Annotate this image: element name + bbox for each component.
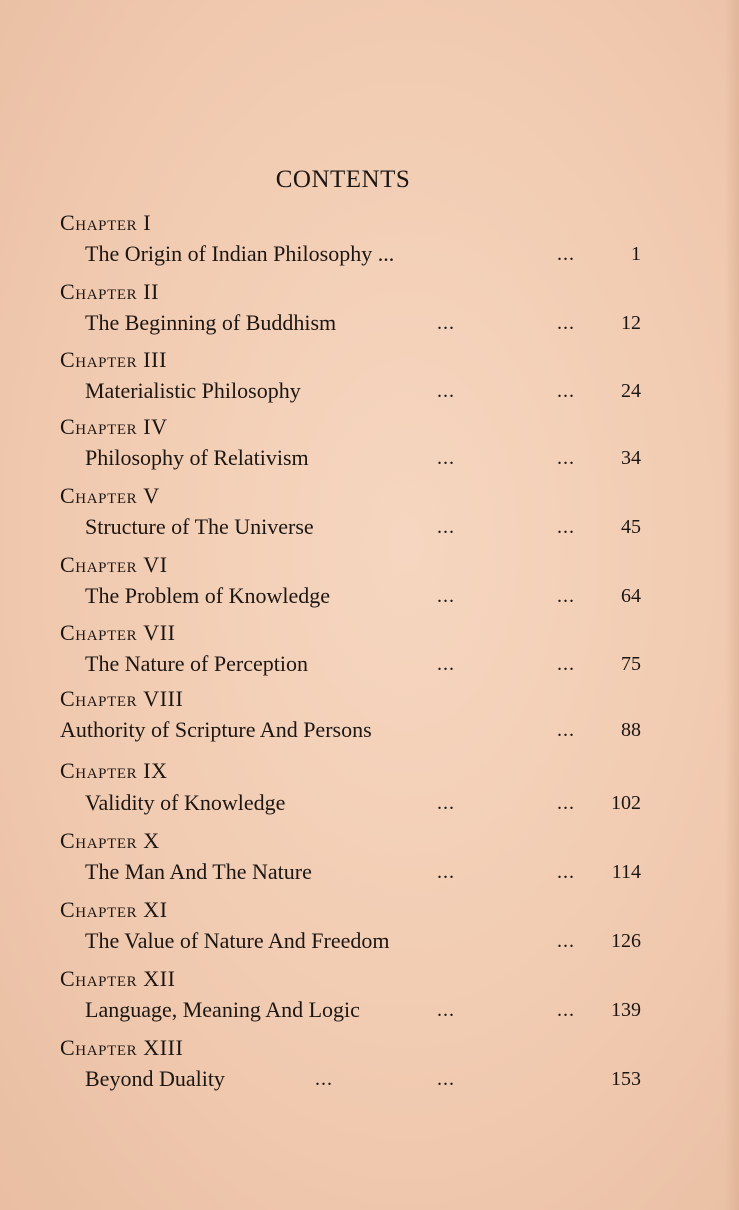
- chapter-number: XI: [143, 897, 168, 922]
- page-number-5[interactable]: 45: [621, 516, 641, 538]
- chapter-number: V: [143, 483, 160, 508]
- leader-dots: ...: [557, 861, 575, 883]
- leader-dots: ...: [557, 792, 575, 814]
- chapter-word: Chapter: [60, 279, 138, 304]
- chapter-number: IV: [143, 414, 168, 439]
- chapter-heading-5: [60, 483, 160, 509]
- page-number-13[interactable]: 153: [611, 1068, 641, 1090]
- chapter-title-1[interactable]: The Origin of Indian Philosophy ...: [85, 241, 395, 266]
- leader-dots: ...: [557, 516, 575, 538]
- chapter-word: Chapter: [60, 414, 138, 439]
- chapter-heading-1: [60, 210, 151, 236]
- chapter-heading-9: [60, 758, 168, 784]
- leader-dots: ...: [557, 999, 575, 1021]
- chapter-title-9[interactable]: Validity of Knowledge: [85, 790, 286, 815]
- leader-dots: ...: [557, 585, 575, 607]
- chapter-number: VIII: [143, 686, 184, 711]
- chapter-number: I: [143, 210, 152, 235]
- chapter-title-5[interactable]: Structure of The Universe: [85, 514, 314, 539]
- chapter-title-3[interactable]: Materialistic Philosophy: [85, 378, 301, 403]
- chapter-word: Chapter: [60, 966, 138, 991]
- page-number-1[interactable]: 1: [631, 243, 641, 265]
- page-number-6[interactable]: 64: [621, 585, 641, 607]
- chapter-title-7[interactable]: The Nature of Perception: [85, 651, 308, 676]
- chapter-heading-2: [60, 279, 159, 305]
- chapter-title-2[interactable]: The Beginning of Buddhism: [85, 310, 337, 335]
- chapter-heading-6: [60, 552, 168, 578]
- chapter-heading-12: [60, 966, 176, 992]
- leader-dots: ...: [437, 999, 455, 1021]
- chapter-heading-10: [60, 828, 160, 854]
- leader-dots: ...: [557, 380, 575, 402]
- chapter-title-8[interactable]: Authority of Scripture And Persons: [60, 717, 372, 742]
- leader-dots: ...: [437, 516, 455, 538]
- chapter-word: Chapter: [60, 686, 138, 711]
- page-number-12[interactable]: 139: [611, 999, 641, 1021]
- chapter-word: Chapter: [60, 897, 138, 922]
- leader-dots: ...: [557, 447, 575, 469]
- chapter-title-12[interactable]: Language, Meaning And Logic: [85, 997, 360, 1022]
- leader-dots: ...: [315, 1068, 333, 1090]
- leader-dots: ...: [557, 312, 575, 334]
- chapter-heading-8: [60, 686, 184, 712]
- chapter-number: IX: [143, 758, 168, 783]
- chapter-number: III: [143, 347, 167, 372]
- chapter-number: XIII: [143, 1035, 184, 1060]
- chapter-word: Chapter: [60, 210, 138, 235]
- chapter-word: Chapter: [60, 1035, 138, 1060]
- chapter-word: Chapter: [60, 552, 138, 577]
- leader-dots: ...: [557, 243, 575, 265]
- chapter-title-10[interactable]: The Man And The Nature: [85, 859, 312, 884]
- leader-dots: ...: [437, 585, 455, 607]
- chapter-number: X: [143, 828, 160, 853]
- page-number-3[interactable]: 24: [621, 380, 641, 402]
- chapter-word: Chapter: [60, 347, 138, 372]
- page-number-4[interactable]: 34: [621, 447, 641, 469]
- chapter-heading-4: [60, 414, 168, 440]
- page-edge-shadow: [725, 0, 739, 1210]
- chapter-heading-7: [60, 620, 176, 646]
- chapter-title-13[interactable]: Beyond Duality: [85, 1066, 225, 1091]
- chapter-number: II: [143, 279, 160, 304]
- leader-dots: ...: [437, 312, 455, 334]
- chapter-word: Chapter: [60, 828, 138, 853]
- page-number-11[interactable]: 126: [611, 930, 641, 952]
- chapter-number: VI: [143, 552, 168, 577]
- chapter-word: Chapter: [60, 620, 138, 645]
- leader-dots: ...: [437, 653, 455, 675]
- contents-heading: CONTENTS: [275, 166, 411, 193]
- chapter-title-11[interactable]: The Value of Nature And Freedom: [85, 928, 390, 953]
- leader-dots: ...: [437, 447, 455, 469]
- leader-dots: ...: [437, 861, 455, 883]
- leader-dots: ...: [557, 653, 575, 675]
- leader-dots: ...: [557, 719, 575, 741]
- leader-dots: ...: [437, 1068, 455, 1090]
- page-number-9[interactable]: 102: [611, 792, 641, 814]
- page-number-8[interactable]: 88: [621, 719, 641, 741]
- leader-dots: ...: [557, 930, 575, 952]
- chapter-word: Chapter: [60, 758, 138, 783]
- page-number-10[interactable]: 114: [611, 861, 641, 883]
- chapter-heading-3: [60, 347, 167, 373]
- page-number-2[interactable]: 12: [621, 312, 641, 334]
- chapter-number: XII: [143, 966, 176, 991]
- leader-dots: ...: [437, 792, 455, 814]
- chapter-title-6[interactable]: The Problem of Knowledge: [85, 583, 330, 608]
- chapter-heading-11: [60, 897, 168, 923]
- chapter-number: VII: [143, 620, 176, 645]
- page-number-7[interactable]: 75: [621, 653, 641, 675]
- chapter-title-4[interactable]: Philosophy of Relativism: [85, 445, 309, 470]
- chapter-word: Chapter: [60, 483, 138, 508]
- chapter-heading-13: [60, 1035, 184, 1061]
- leader-dots: ...: [437, 380, 455, 402]
